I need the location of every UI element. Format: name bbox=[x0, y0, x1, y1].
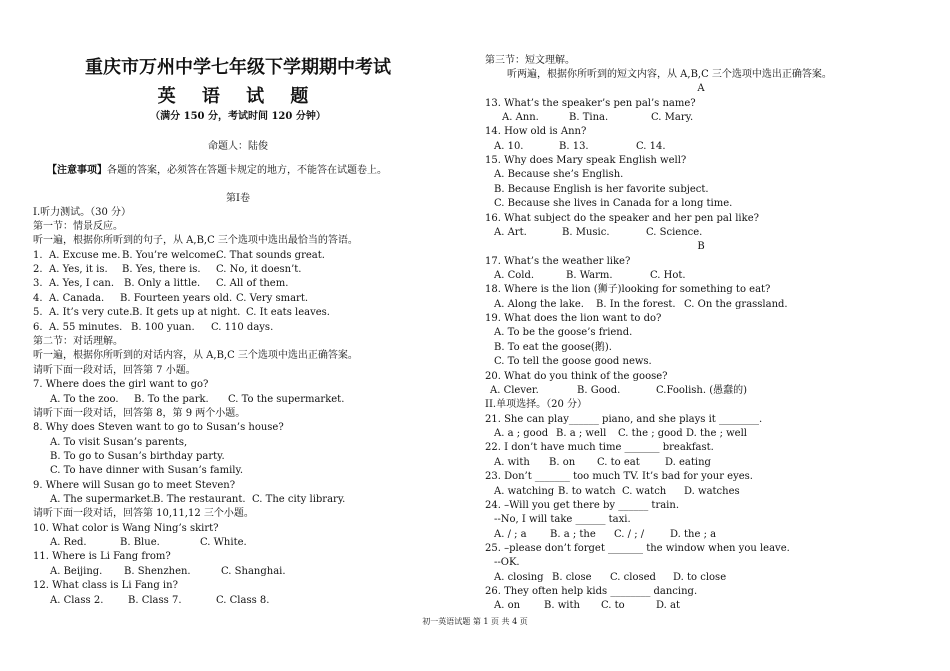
passage-b-label: B bbox=[697, 241, 705, 252]
volume-label: 第Ⅰ卷 bbox=[226, 193, 250, 204]
question-25-options: A. closing B. close C. closed D. to close bbox=[494, 572, 727, 583]
question-19-option-b: B. To eat the goose(鹅). bbox=[494, 342, 612, 353]
question-13: 13. What’s the speaker’s pen pal’s name? bbox=[485, 98, 696, 109]
question-7-options: A. To the zoo. B. To the park. C. To the supermarket. bbox=[50, 394, 345, 405]
question-21: 21. She can play______ piano, and she plays it ________. bbox=[485, 414, 763, 425]
question-15-option-b: B. Because English is her favorite subject. bbox=[494, 184, 709, 195]
question-4: 4. A. Canada. B. Fourteen years old. C. Very smart. bbox=[33, 293, 309, 304]
section1-heading: 第一节：情景反应。 bbox=[33, 221, 123, 232]
question-8: 8. Why does Steven want to go to Susan’s house? bbox=[33, 422, 284, 433]
question-20: 20. What do you think of the goose? bbox=[485, 371, 668, 382]
question-1: 1. A. Excuse me. B. You’re welcome.C. That sounds great. bbox=[33, 250, 325, 261]
score-info: （满分 150 分，考试时间 120 分钟） bbox=[150, 111, 326, 122]
page-subtitle: 英 语 试 题 bbox=[157, 86, 319, 107]
passage-a-label: A bbox=[697, 83, 705, 94]
notice bbox=[47, 164, 387, 177]
question-24-options: A. / ; a B. a ; the C. / ; / D. the ; a bbox=[494, 529, 717, 540]
section2-note-7: 请听下面一段对话，回答第 7 小题。 bbox=[33, 365, 196, 376]
question-19-option-a: A. To be the goose’s friend. bbox=[494, 327, 633, 338]
section2-heading: 第二节：对话理解。 bbox=[33, 336, 123, 347]
question-8-option-c: C. To have dinner with Susan’s family. bbox=[50, 465, 244, 476]
question-11-options: A. Beijing. B. Shenzhen. C. Shanghai. bbox=[50, 566, 286, 577]
question-24: 24. –Will you get there by ______ train. bbox=[485, 500, 680, 511]
section2-instructions: 听一遍，根据你所听到的对话内容，从 A,B,C 三个选项中选出正确答案。 bbox=[33, 350, 358, 361]
question-10: 10. What color is Wang Ning’s skirt? bbox=[33, 523, 219, 534]
question-20-options: A. Clever. B. Good. C.Foolish. (愚蠢的) bbox=[490, 385, 748, 396]
notice-text: 各题的答案，必须答在答题卡规定的地方，不能答在试题卷上。 bbox=[107, 165, 387, 176]
section2-note-8: 请听下面一段对话，回答第 8，第 9 两个小题。 bbox=[33, 408, 246, 419]
section2-note-10: 请听下面一段对话，回答第 10,11,12 三个小题。 bbox=[33, 508, 254, 519]
question-16: 16. What subject do the speaker and her pen pal like? bbox=[485, 213, 759, 224]
question-11: 11. Where is Li Fang from? bbox=[33, 551, 171, 562]
question-22-options: A. with B. on C. to eat D. eating bbox=[494, 457, 711, 468]
question-26: 26. They often help kids ________ dancing. bbox=[485, 586, 698, 597]
question-7: 7. Where does the girl want to go? bbox=[33, 379, 209, 390]
question-12-options: A. Class 2. B. Class 7. C. Class 8. bbox=[50, 595, 270, 606]
question-9: 9. Where will Susan go to meet Steven? bbox=[33, 480, 236, 491]
question-13-options: A. Ann. B. Tina. C. Mary. bbox=[502, 112, 694, 123]
question-23-options: A. watching B. to watch C. watch D. watches bbox=[494, 486, 740, 497]
question-15: 15. Why does Mary speak English well? bbox=[485, 155, 687, 166]
question-26-options: A. on B. with C. to D. at bbox=[494, 600, 680, 611]
notice-label: 【注意事项】 bbox=[47, 165, 107, 176]
question-14: 14. How old is Ann? bbox=[485, 126, 587, 137]
section1-instructions: 听一遍，根据你所听到的句子，从 A,B,C 三个选项中选出最恰当的答语。 bbox=[33, 235, 358, 246]
question-5: 5. A. It’s very cute.B. It gets up at night. C. It eats leaves. bbox=[33, 307, 330, 318]
question-23: 23. Don’t _______ too much TV. It’s bad for your eyes. bbox=[485, 471, 753, 482]
question-2: 2. A. Yes, it is. B. Yes, there is. C. No, it doesn’t. bbox=[33, 264, 302, 275]
question-8-option-b: B. To go to Susan’s birthday party. bbox=[50, 451, 225, 462]
question-18-options: A. Along the lake. B. In the forest. C. On the grassland. bbox=[494, 299, 788, 310]
question-22: 22. I don’t have much time _______ breakfast. bbox=[485, 442, 714, 453]
question-12: 12. What class is Li Fang in? bbox=[33, 580, 178, 591]
question-19-option-c: C. To tell the goose good news. bbox=[494, 356, 652, 367]
question-15-option-c: C. Because she lives in Canada for a long time. bbox=[494, 198, 733, 209]
question-14-options: A. 10. B. 13. C. 14. bbox=[494, 141, 666, 152]
question-10-options: A. Red. B. Blue. C. White. bbox=[50, 537, 247, 548]
section3-heading: 第三节：短文理解。 bbox=[485, 55, 575, 66]
part1-heading: I.听力测试。（30 分） bbox=[33, 207, 132, 218]
question-3: 3. A. Yes, I can. B. Only a little. C. All of them. bbox=[33, 278, 289, 289]
author-line: 命题人：陆俊 bbox=[208, 141, 268, 152]
question-21-options: A. a ; good B. a ; well C. the ; good D. the ; well bbox=[494, 428, 747, 439]
question-17-options: A. Cold. B. Warm. C. Hot. bbox=[494, 270, 686, 281]
question-24-reply: --No, I will take ______ taxi. bbox=[494, 514, 631, 525]
page-footer: 初一英语试题 第 1 页 共 4 页 bbox=[422, 617, 528, 626]
question-15-option-a: A. Because she’s English. bbox=[494, 169, 624, 180]
question-18: 18. Where is the lion (狮子)looking for something to eat? bbox=[485, 284, 771, 295]
question-16-options: A. Art. B. Music. C. Science. bbox=[494, 227, 703, 238]
page-title: 重庆市万州中学七年级下学期期中考试 bbox=[85, 57, 391, 78]
question-9-options: A. The supermarket.B. The restaurant. C. The city library. bbox=[50, 494, 346, 505]
section3-instructions: 听两遍，根据你所听到的短文内容，从 A,B,C 三个选项中选出正确答案。 bbox=[507, 69, 832, 80]
question-19: 19. What does the lion want to do? bbox=[485, 313, 662, 324]
part2-heading: II.单项选择。（20 分） bbox=[485, 399, 587, 410]
question-6: 6. A. 55 minutes. B. 100 yuan. C. 110 days. bbox=[33, 322, 274, 333]
question-8-option-a: A. To visit Susan’s parents, bbox=[50, 437, 188, 448]
question-25: 25. –please don’t forget _______ the window when you leave. bbox=[485, 543, 790, 554]
question-25-reply: --OK. bbox=[494, 557, 520, 568]
question-17: 17. What’s the weather like? bbox=[485, 256, 631, 267]
